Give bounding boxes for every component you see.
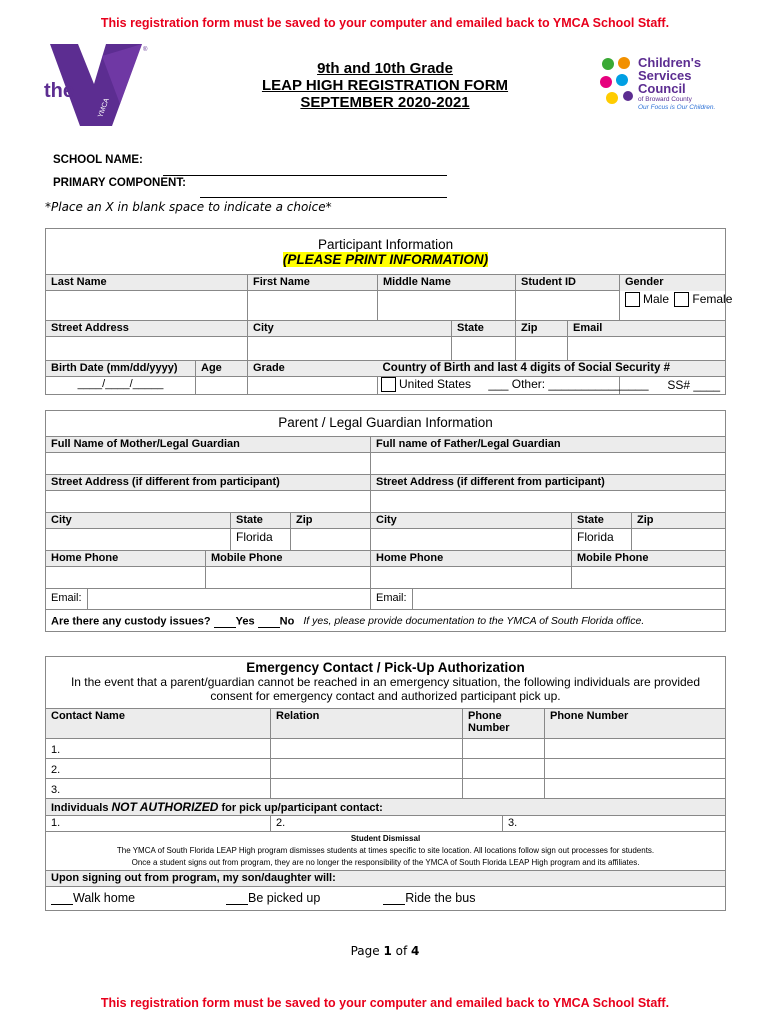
united-states-checkbox[interactable] — [381, 377, 396, 392]
not-authorized-1[interactable]: 1. — [46, 816, 271, 832]
father-name-label: Full name of Father/Legal Guardian — [371, 437, 726, 453]
mother-mobile-phone-field[interactable] — [206, 567, 371, 589]
grade-field[interactable] — [248, 377, 378, 395]
mother-mobile-phone-label: Mobile Phone — [206, 551, 371, 567]
email-label: Email — [568, 321, 726, 337]
city-field[interactable] — [248, 337, 452, 361]
middle-name-label: Middle Name — [378, 275, 516, 291]
father-state-field[interactable]: Florida — [572, 529, 632, 551]
ymca-logo — [42, 44, 152, 129]
custody-row — [46, 610, 726, 632]
walk-home-blank[interactable] — [51, 892, 73, 905]
not-authorized-2[interactable]: 2. — [271, 816, 503, 832]
participant-table — [45, 228, 733, 395]
dismissal-block — [46, 832, 726, 871]
father-city-field[interactable] — [371, 529, 572, 551]
age-field[interactable] — [196, 377, 248, 395]
father-street-field[interactable] — [371, 491, 726, 513]
primary-component-field[interactable] — [200, 197, 447, 198]
contact-name-label: Contact Name — [46, 709, 271, 739]
father-email-label: Email: — [371, 589, 413, 609]
csc-tagline: Our Focus is Our Children. — [638, 104, 716, 111]
last-name-field[interactable] — [46, 291, 248, 321]
gender-label: Gender — [620, 275, 726, 291]
dismissal-title: Student Dismissal — [350, 834, 421, 843]
phone-row-1[interactable] — [463, 739, 545, 759]
not-authorized-label: Individuals NOT AUTHORIZED for pick up/participant contact: — [46, 799, 726, 816]
other-country-field[interactable]: ___ Other: _______________ — [488, 377, 649, 391]
male-checkbox[interactable] — [625, 292, 640, 307]
father-city-label: City — [371, 513, 572, 529]
united-states-label: United States — [399, 377, 472, 391]
father-home-phone-field[interactable] — [371, 567, 572, 589]
svg-text:®: ® — [143, 47, 148, 53]
title-line-1: 9th and 10th Grade — [317, 60, 453, 77]
phone-row-2[interactable] — [463, 759, 545, 779]
phone-number-row-2[interactable] — [545, 759, 726, 779]
father-zip-field[interactable] — [632, 529, 726, 551]
form-title — [200, 60, 570, 111]
mother-email-cell — [46, 589, 371, 610]
phone-number-row-1[interactable] — [545, 739, 726, 759]
guardian-table — [45, 410, 726, 632]
not-authorized-3[interactable]: 3. — [503, 816, 726, 832]
female-checkbox[interactable] — [674, 292, 689, 307]
last-name-label: Last Name — [46, 275, 248, 291]
zip-label: Zip — [516, 321, 568, 337]
relation-row-3[interactable] — [271, 779, 463, 799]
mother-state-label: State — [231, 513, 291, 529]
title-line-3: SEPTEMBER 2020-2021 — [300, 94, 470, 111]
custody-yes-label: Yes — [235, 615, 255, 628]
father-mobile-phone-field[interactable] — [572, 567, 726, 589]
participant-heading: Participant Information — [318, 237, 454, 252]
emergency-intro-2: consent for emergency contact and authorized participant pick up. — [210, 689, 561, 703]
mother-city-field[interactable] — [46, 529, 231, 551]
zip-field[interactable] — [516, 337, 568, 361]
emergency-intro-1: In the event that a parent/guardian cannot be reached in an emergency situation, the following individuals are provided — [70, 675, 701, 689]
mother-street-field[interactable] — [46, 491, 371, 513]
city-label: City — [248, 321, 452, 337]
bottom-banner: This registration form must be saved to your computer and emailed back to YMCA School Staff. — [100, 996, 670, 1010]
relation-row-2[interactable] — [271, 759, 463, 779]
phone-number-row-3[interactable] — [545, 779, 726, 799]
age-label: Age — [196, 361, 248, 377]
relation-label: Relation — [271, 709, 463, 739]
mother-street-label: Street Address (if different from participant) — [46, 475, 371, 491]
participant-header — [46, 229, 726, 275]
father-mobile-phone-label: Mobile Phone — [572, 551, 726, 567]
grade-label: Grade — [248, 361, 378, 377]
mother-zip-field[interactable] — [291, 529, 371, 551]
csc-logo — [598, 56, 728, 124]
mother-name-field[interactable] — [46, 453, 371, 475]
first-name-label: First Name — [248, 275, 378, 291]
emergency-heading: Emergency Contact / Pick-Up Authorization — [246, 660, 525, 675]
father-name-field[interactable] — [371, 453, 726, 475]
middle-name-field[interactable] — [378, 291, 516, 321]
email-field[interactable] — [568, 337, 726, 361]
mother-email-label: Email: — [46, 589, 88, 609]
contact-row-1[interactable]: 1. — [46, 739, 271, 759]
student-id-label: Student ID — [516, 275, 620, 291]
svg-text:YMCA: YMCA — [97, 97, 111, 119]
father-state-label: State — [572, 513, 632, 529]
birth-date-field[interactable]: ____/____/_____ — [46, 377, 196, 395]
custody-no-blank[interactable] — [258, 615, 280, 628]
custody-no-label: No — [279, 615, 295, 628]
custody-question: Are there any custody issues? — [51, 615, 211, 628]
street-address-field[interactable] — [46, 337, 248, 361]
ride-bus-blank[interactable] — [383, 892, 405, 905]
state-label: State — [452, 321, 516, 337]
contact-row-3[interactable]: 3. — [46, 779, 271, 799]
street-address-label: Street Address — [46, 321, 248, 337]
signout-question: Upon signing out from program, my son/daughter will: — [46, 871, 726, 887]
logo-the-text: the — [44, 80, 74, 102]
father-email-cell — [371, 589, 726, 610]
father-street-label: Street Address (if different from participant) — [371, 475, 726, 491]
state-field[interactable] — [452, 337, 516, 361]
contact-row-2[interactable]: 2. — [46, 759, 271, 779]
mother-state-field[interactable]: Florida — [231, 529, 291, 551]
instruction-note: *Place an X in blank space to indicate a choice* — [45, 200, 332, 214]
phone-row-3[interactable] — [463, 779, 545, 799]
mother-zip-label: Zip — [291, 513, 371, 529]
mother-name-label: Full Name of Mother/Legal Guardian — [46, 437, 371, 453]
print-info-note: (PLEASE PRINT INFORMATION) — [282, 252, 489, 267]
school-name-label: SCHOOL NAME: — [53, 154, 143, 166]
birth-date-label: Birth Date (mm/dd/yyyy) — [46, 361, 196, 377]
guardian-heading: Parent / Legal Guardian Information — [46, 411, 726, 437]
csc-line-2: Services — [638, 68, 692, 83]
custody-yes-blank[interactable] — [214, 615, 236, 628]
school-name-field[interactable] — [163, 175, 447, 176]
country-ss-label: Country of Birth and last 4 digits of Social Security # — [378, 361, 726, 377]
csc-figures-icon — [598, 56, 636, 108]
csc-line-1: Children's — [638, 55, 702, 70]
picked-up-blank[interactable] — [226, 892, 248, 905]
mother-home-phone-label: Home Phone — [46, 551, 206, 567]
dismissal-text-1: The YMCA of South Florida LEAP High program dismisses students at times specific to site location. All locations follow sign out processes for students. — [116, 846, 655, 855]
csc-line-3: Council — [638, 81, 686, 96]
picked-up-label: Be picked up — [248, 891, 321, 905]
mother-home-phone-field[interactable] — [46, 567, 206, 589]
female-label: Female — [692, 291, 733, 306]
male-label: Male — [643, 291, 670, 306]
ss-field[interactable]: SS# ____ — [620, 377, 726, 395]
title-line-2: LEAP HIGH REGISTRATION FORM — [261, 77, 509, 94]
first-name-field[interactable] — [248, 291, 378, 321]
phone-label: Phone Number — [463, 709, 545, 739]
father-zip-label: Zip — [632, 513, 726, 529]
primary-component-label: PRIMARY COMPONENT: — [53, 177, 186, 189]
custody-note: If yes, please provide documentation to the YMCA of South Florida office. — [303, 615, 645, 628]
emergency-header — [46, 657, 726, 709]
mother-city-label: City — [46, 513, 231, 529]
signout-options — [46, 887, 726, 911]
dismissal-text-2: Once a student signs out from program, they are no longer the responsibility of the YMCA of South Florida LEAP High program and its affiliates. — [131, 858, 640, 867]
csc-line-4: of Broward County — [638, 96, 692, 103]
emergency-table — [45, 656, 726, 911]
country-field — [378, 377, 649, 395]
gender-field — [620, 291, 733, 321]
father-home-phone-label: Home Phone — [371, 551, 572, 567]
top-banner: This registration form must be saved to your computer and emailed back to YMCA School Staff. — [100, 16, 670, 30]
ride-bus-label: Ride the bus — [405, 891, 476, 905]
page-number: Page 1 of 4 — [350, 944, 420, 958]
student-id-field[interactable] — [516, 291, 620, 321]
phone-number-label: Phone Number — [545, 709, 726, 739]
walk-home-label: Walk home — [73, 891, 136, 905]
relation-row-1[interactable] — [271, 739, 463, 759]
